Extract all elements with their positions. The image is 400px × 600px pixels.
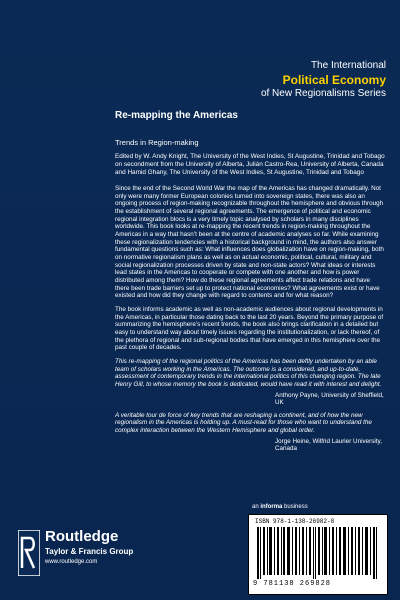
publisher-url: www.routledge.com — [45, 559, 98, 565]
series-line-1: The International — [310, 60, 386, 71]
informa-prefix: an — [252, 504, 259, 510]
description-paragraph-1: Since the end of the Second World War the map of the Americas has changed dramatically. Not only were many former European colonies turned into sovereign states, there was also an ongoing process of region-making recognizable throughout the hemisphere and obvious through the establishment of several regional agreements. The emergence of political and economic regional integration blocs is a very timely topic analysed by scholars in many disciplines worldwide. This book looks at re-mapping the recent trends in region-making throughout the Americas in a way that hasn’t been at the centre of academic analyses so far. While examining these regionalization tendencies with a historical background in mind, the authors also answer fundamental questions such as: What influences does globalization have on region-making, both on normative regionalism plans as well as on actual economic, political, cultural, military and social regionalization processes driven by state and non-state actors? What ideas or interests lead states in the Americas to cooperate or compete with one another and how is power distributed among them? How do these regional agreements affect trade relations and have there been trade barriers set up to protect national economies? What agreements exist or have existed and how did they change with regard to contents and for what reason? — [115, 185, 384, 300]
publisher-name: Routledge — [45, 528, 119, 545]
informa-suffix: business — [284, 504, 308, 510]
series-line-2: Political Economy — [282, 72, 386, 87]
review-attribution-1: Anthony Payne, University of Sheffield, UK — [275, 391, 384, 406]
review-quote-2: A veritable tour de force of key trends that are reshaping a continent, and of how the new regionalism in the Americas is holding up. A must-read for those who want to understand the complex interaction between the Western Hemisphere and global order. — [115, 411, 372, 435]
informa-business-label — [252, 504, 308, 510]
content — [115, 138, 385, 458]
review-quote-1: This re-mapping of the regional politics of the Americas has been deftly undertaken by an able team of scholars working in the Americas. The outcome is a considered, and up-to-date, assessment of contemporary trends in the international politics of this changing region. The late Henry Gill, to whose memory the book is dedicated, would have read it with interest and delight. — [115, 358, 382, 389]
editors: Edited by W. Andy Knight, The University of the West Indies, St Augustine, Trinidad and Tobago on secondment from the University of Alberta, Julián Castro-Rea, University of Alberta, Canada and Hamid Ghany, The University of the West Indies, St Augustine, Trinidad and Tobago — [115, 153, 385, 176]
series-title — [261, 60, 386, 100]
series-line-3: of New Regionalisms Series — [260, 87, 386, 99]
title-block — [115, 110, 385, 127]
informa-brand: informa — [260, 504, 283, 510]
barcode-bars — [257, 527, 379, 579]
review-attribution-2: Jorge Heine, Wilfrid Laurier University, Canada — [275, 437, 382, 452]
publisher-block — [45, 528, 133, 565]
barcode — [248, 514, 388, 595]
barcode-number: 9 781138 269828 — [253, 580, 332, 588]
publisher-group: Taylor & Francis Group — [45, 547, 134, 556]
book-title: Re-mapping the Americas — [115, 110, 238, 121]
description-paragraph-2: The book informs academic as well as non-academic audiences about regional developments in the Americas, in particular those dating back to the last 20 years. Beyond the primary purpose of summarizing the hemisphere’s recent trends, the book also brings clarification in a detailed but easy to understand way about timely issues regarding the institutionalization, or lack thereof, of the plethora of regional and sub-regional bodies that have emerged in this hemisphere over the past couple of decades. — [115, 306, 384, 352]
book-subtitle: Trends in Region-making — [115, 138, 199, 147]
routledge-logo-icon — [18, 530, 40, 576]
isbn-text: ISBN 978-1-138-26982-8 — [255, 518, 335, 525]
